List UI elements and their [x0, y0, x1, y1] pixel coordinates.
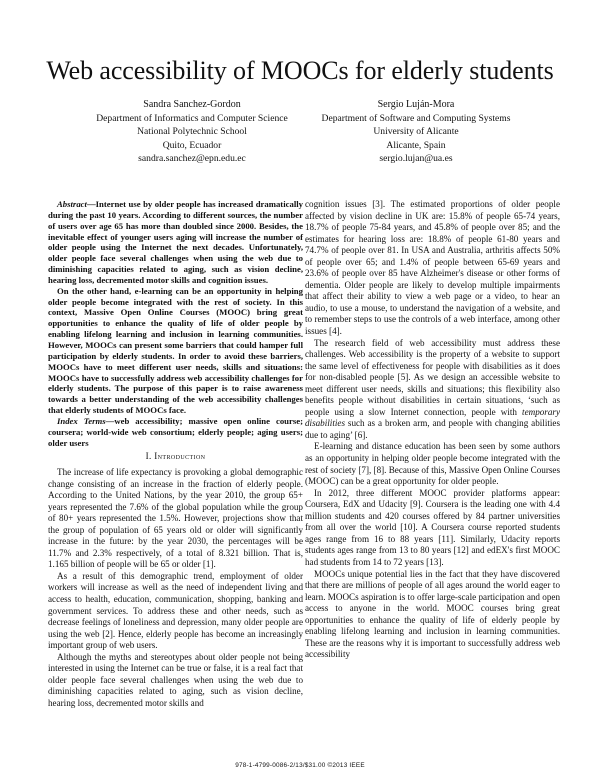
author-block-1: [72, 98, 312, 165]
author-name: Sergio Luján-Mora: [377, 99, 455, 110]
body-paragraph: cognition issues [3]. The estimated proportions of older people affected by vision decline in UK are: 15.8% of people 65-74 years, 18.7% of people 75-84 years, and 45.8% of people over 85; and the estimates for hearing loss are: 18.8% of people 61-80 years and 74.7% of people over 81. In USA and Australia, arthritis affects 50% of people over 65; and 1.4% of people between 65-69 years and 23.6% of people over 85 have Alzheimer's disease or other forms of dementia. Older people are likely to develop multiple impairments that affect their ability to view a web page or a video, to hear an audio, to use a mouse, to understand the navigation of a website, and to remember steps to use the controls of a web interface, among other issues [4].: [305, 199, 560, 337]
abstract-text: —Internet use by older people has increased dramatically during the past 10 years. According to different sources, the number of users over age 65 has more than doubled since 2000. Besides, the inevitable effect of younger users aging will increase the number of older people using the Internet the next decades. Unfortunately, older people face several challenges when using the web due to diminishing capacities related to aging, such as vision decline, hearing loss, decremented motor skills and cognition issues.: [48, 199, 303, 285]
abstract-paragraph-1: [48, 199, 303, 286]
author-name: Sandra Sanchez-Gordon: [143, 99, 241, 110]
text-run: The research field of web accessibility must address these challenges. Web accessibility is the property of a website to support the same level of effectiveness for people with disabilities as it does for non-disabled people [5]. As we design an accessible website to meet different user needs, skills and situations; this flexibility also benefits people without disabilities in certain situations, ‘such as people using a slow Internet connection, people with: [305, 337, 560, 417]
author-location: Alicante, Spain: [386, 139, 446, 151]
author-department: Department of Software and Computing Systems: [321, 113, 511, 125]
text-run: such as a broken arm, and people with changing abilities due to aging’ [6].: [305, 418, 560, 440]
body-paragraph: [305, 338, 560, 442]
left-column: [48, 199, 303, 709]
abstract: [48, 199, 303, 448]
author-email[interactable]: sandra.sanchez@epn.edu.ec: [138, 152, 246, 164]
copyright-footer: 978-1-4799-0086-2/13/$31.00 ©2013 IEEE: [235, 762, 365, 769]
index-terms: [48, 416, 303, 449]
section-heading: [48, 451, 303, 463]
section-number: I.: [145, 451, 152, 462]
paper-title: Web accessibility of MOOCs for elderly students: [46, 56, 554, 85]
abstract-paragraph-2: On the other hand, e-learning can be an opportunity in helping older people become integrated with the rest of society. In this context, Massive Open Online Courses (MOOC) bring great opportunities to enhance the quality of life of older people by enabling lifelong learning and inclusion in learning communities. However, MOOCs can present some barriers that could hamper full participation by elderly students. In order to avoid these barriers, MOOCs have to meet different user needs, skills and situations: MOOCs have to successfully address web accessibility challenges for elderly students. The purpose of this paper is to raise awareness towards a better understanding of the web accessibility challenges that elderly students of MOOCs face.: [48, 285, 303, 416]
body-paragraph: E-learning and distance education has been seen by some authors as an opportunity in helping older people become integrated with the rest of society [7], [8]. Because of this, Massive Open Online Courses (MOOC) can be a great opportunity for older people.: [305, 441, 561, 487]
body-paragraph: Although the myths and stereotypes about older people not being interested in using the Internet can be true or false, it is a real fact that older people face several challenges when using the web due to diminishing capacities related to aging, such as vision decline, hearing loss, decremented motor skills and: [48, 651, 303, 708]
abstract-lead: Abstract: [57, 199, 87, 209]
author-institution: University of Alicante: [373, 126, 459, 138]
author-location: Quito, Ecuador: [162, 139, 222, 151]
body-paragraph: MOOCs unique potential lies in the fact that they have discovered that there are millions of people of all ages around the world eager to learn. MOOCs aspiration is to offer large-scale participation and open access to anyone in the world. MOOC courses bring great opportunities to enhance the quality of life of elderly people by enabling lifelong learning and inclusion in learning communities. These are the reasons why it is important to successfully address web accessibility: [305, 568, 560, 660]
author-block-2: [296, 98, 536, 165]
italic-term: temporary disabilities: [305, 406, 560, 429]
section-title: Introduction: [154, 451, 206, 462]
body-paragraph: In 2012, three different MOOC provider platforms appear: Coursera, EdX and Udacity [9]. Coursera is the leading one with 4.4 million students and 420 courses offered by 84 partner universities from all over the world [10]. A Coursera course reported students ages range from 16 to 88 years [11]. Similarly, Udacity reports students ages range from 13 to 80 years [12] and edEX's first MOOC had students from 14 to 72 years [13].: [305, 487, 560, 567]
right-column: [305, 199, 560, 661]
index-terms-lead: Index Terms: [57, 415, 106, 426]
author-department: Department of Informatics and Computer Science: [96, 113, 288, 125]
index-terms-text: —web accessibility; massive open online course; coursera; world-wide web consortium; elderly people; aging users; older users: [48, 415, 303, 448]
author-institution: National Polytechnic School: [137, 126, 247, 138]
body-paragraph: The increase of life expectancy is provoking a global demographic change consisting of an increase in the fraction of elderly people. According to the United Nations, by the year 2010, the group 65+ years represented the 7.6% of the global population while the group of 80+ years represented the 1.5%. However, projections show that the group of population of 65 years old or older will significantly increase in the future: by the year 2030, the percentages will be 11.7% and 2.3% respectively, of a total of 8.321 billion. That is, 1.165 billion of people will be 65 or older [1].: [48, 466, 303, 570]
author-email[interactable]: sergio.lujan@ua.es: [379, 152, 453, 164]
body-paragraph: As a result of this demographic trend, employment of older workers will increase as well as the need of independent living and access to health, education, communication, shopping, banking and government services. To address these and other needs, such as decrease feelings of loneliness and depression, many older people are using the web [2]. Hence, elderly people has become an increasingly important group of web users.: [48, 570, 303, 651]
